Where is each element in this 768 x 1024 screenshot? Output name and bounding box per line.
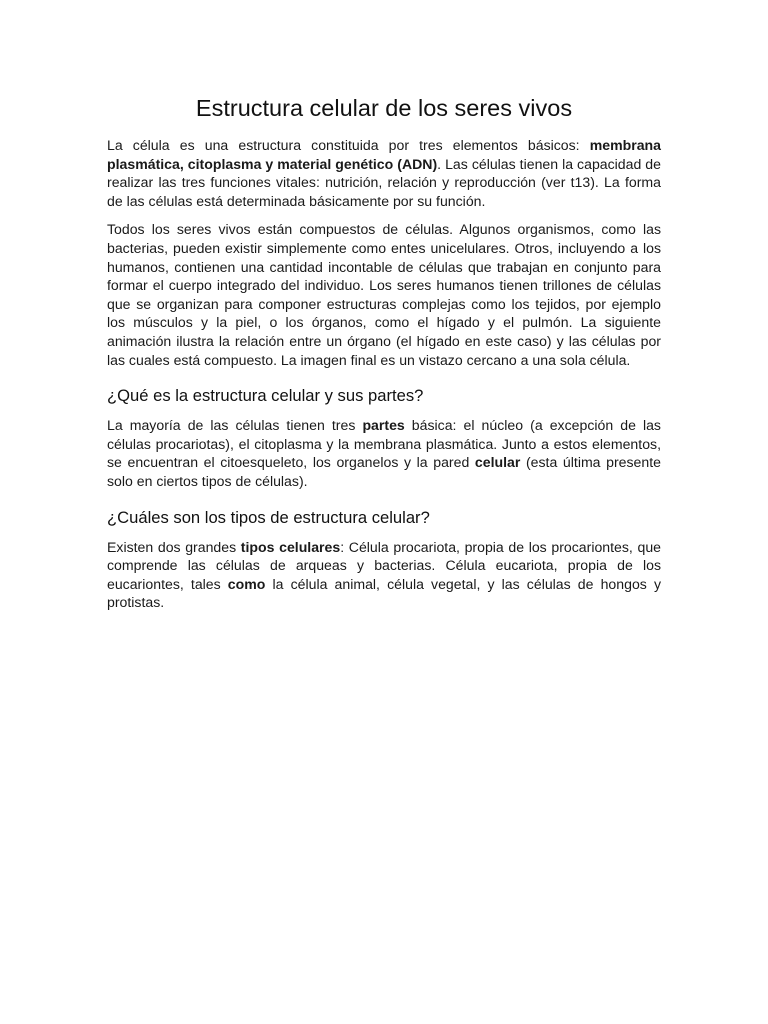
document-title: Estructura celular de los seres vivos [195,95,573,121]
paragraph-tipos-text-a: Existen dos grandes [107,538,241,555]
paragraph-partes-text-c: básica: el núcleo (a excepción de las células procariotas), el citoplasma y la membrana plasmática. Junto a estos elementos, se encuentran el citoesqueleto, los organelos y la pared [107,417,661,471]
paragraph-intro-text-c: . Las células tienen la capacidad de realizar las tres funciones vitales: nutrición, relación y reproducción (ver t13). La forma de las células está determinada básicamente por su función. [107,155,661,209]
paragraph-seres-vivos: Todos los seres vivos están compuestos de células. Algunos organismos, como las bacterias, pueden existir simplemente como entes unicelulares. Otros, incluyendo a los humanos, contienen una cantidad incontable de células que trabajan en conjunto para formar el cuerpo integrado del individuo. Los seres humanos tienen trillones de células que se organizan para componer estructuras complejas como los tejidos, por ejemplo los músculos y la piel, o los órganos, como el hígado y el pulmón. La siguiente animación ilustra la relación entre un órgano (el hígado en este caso) y las células por las cuales está compuesto. La imagen final es un vistazo cercano a una sola célula. [107,221,661,368]
section-heading-partes: ¿Qué es la estructura celular y sus partes? [107,386,424,406]
paragraph-tipos-bold-tipos: tipos celulares [240,538,341,555]
paragraph-intro [107,136,661,210]
section-heading-tipos: ¿Cuáles son los tipos de estructura celular? [107,507,430,527]
paragraph-tipos-bold-como: como [227,575,266,592]
paragraph-partes [107,416,661,490]
paragraph-tipos-text-c: : Célula procariota, propia de los procariontes, que comprende las células de arqueas y bacterias. Célula eucariota, propia de los eucariontes, tales [107,538,661,592]
paragraph-partes-bold-partes: partes [362,417,405,434]
paragraph-intro-text-a: La célula es una estructura constituida por tres elementos básicos: [107,137,590,153]
document-body [107,92,661,622]
paragraph-tipos [107,538,661,612]
paragraph-partes-text-e: (esta última presente solo en ciertos tipos de células). [107,454,661,489]
paragraph-partes-text-a: La mayoría de las células tienen tres [107,417,363,434]
paragraph-partes-bold-celular: celular [474,454,521,471]
paragraph-intro-bold: membrana plasmática, citoplasma y material genético (ADN) [107,137,661,172]
paragraph-tipos-text-e: la célula animal, célula vegetal, y las células de hongos y protistas. [107,575,661,611]
